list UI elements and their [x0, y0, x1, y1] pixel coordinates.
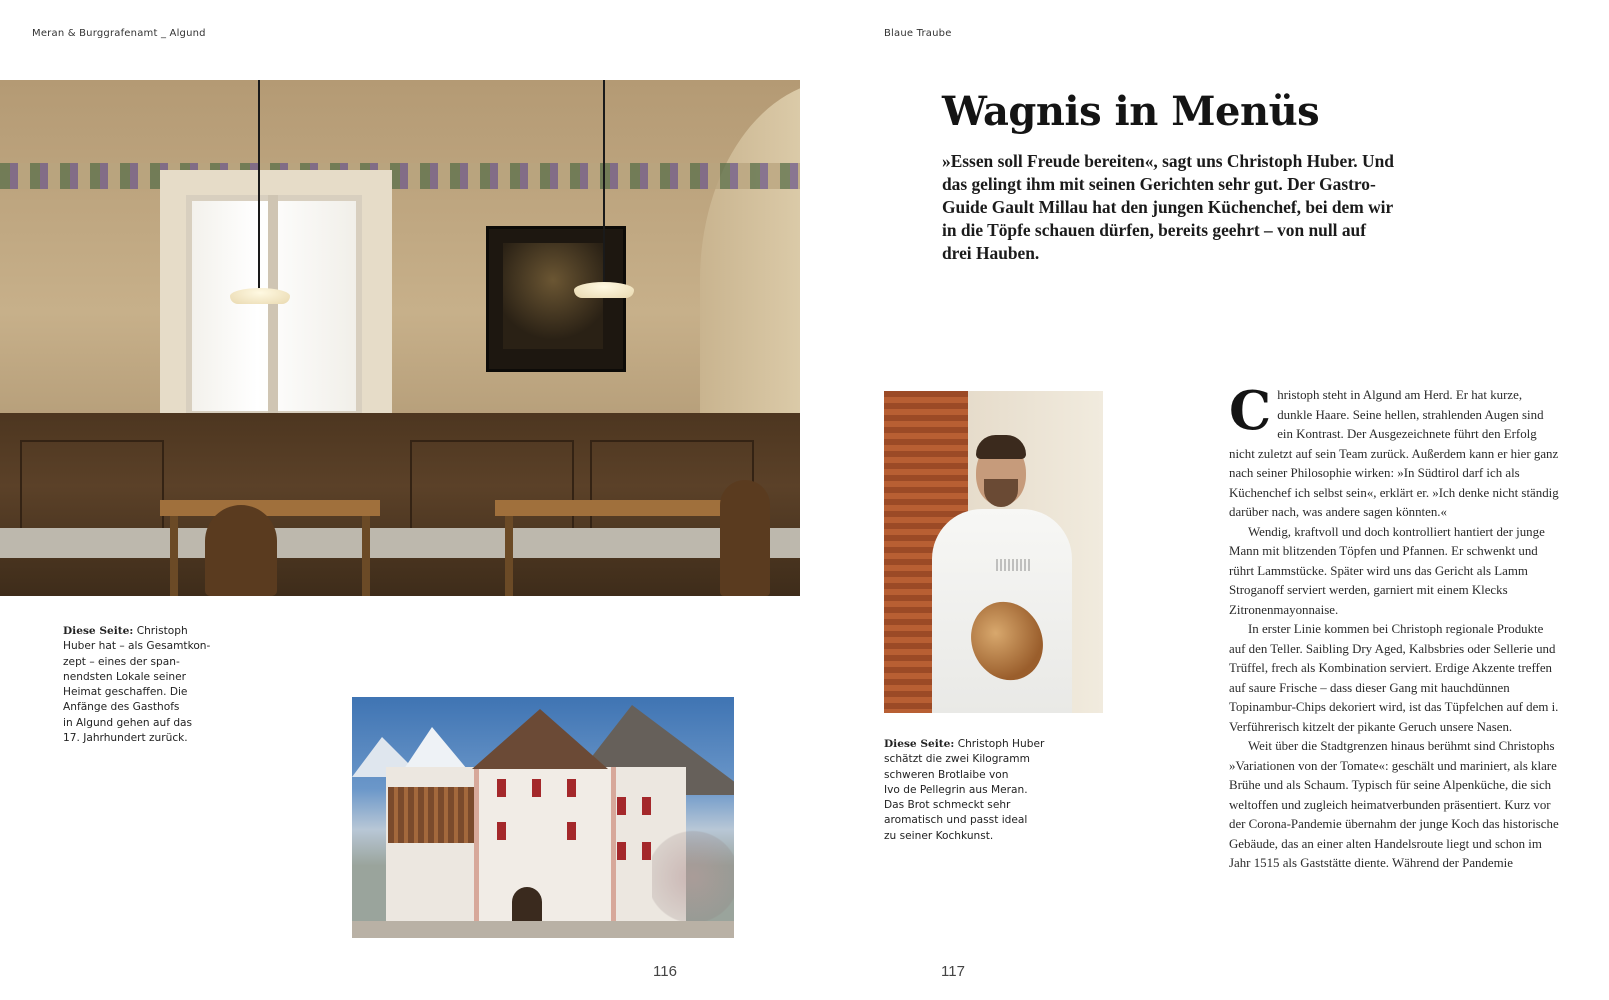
pendant-lamp-right [574, 282, 634, 298]
body-paragraph: In erster Linie kommen bei Christoph regionale Produkte auf den Teller. Saibling Dry Aged, Kalbsbries oder Sellerie und Trüffel, frech als Kombination serviert. Erdige Akzente treffen auf saure Frische – dass dieser Gang mit hauchdünnen Topinambur-Chips dekoriert wird, ist das Tüpfelchen auf dem i. Verführerisch kitzelt der pikante Geruch unsere Nasen. [1229, 622, 1559, 734]
page-number-left: 116 [653, 963, 677, 980]
caption-line: 17. Jahrhundert zurück. [63, 732, 188, 745]
page-number-right: 117 [941, 963, 965, 980]
caption-line: Das Brot schmeckt sehr [884, 799, 1011, 812]
paragraph-text: hristoph steht in Algund am Herd. Er hat kurze, dunkle Haare. Seine hellen, strahlenden Augen sind ein Kontrast. Der Ausgezeichnete führt den Erfolg nicht zuletzt auf sein Team zurück. Außerdem kann er hier ganz nach seiner Philosophie wirken: »In Südtirol darf ich als Küchenchef ich selbst sein«, erklärt er. »Ich denke nicht ständig darüber nach, was andere sagen könnten.« [1229, 388, 1559, 519]
painted-frieze [0, 163, 809, 189]
red-shutter [617, 797, 626, 815]
running-head-right: Blaue Traube [884, 28, 952, 39]
article-headline: Wagnis in Menüs [942, 88, 1320, 135]
gasthof-exterior-photo [352, 697, 734, 938]
table-leg [362, 516, 370, 596]
left-caption [63, 624, 223, 746]
caption-line: in Algund gehen auf das [63, 716, 193, 729]
body-paragraph: Weit über die Stadtgrenzen hinaus berühmt sind Christophs »Variationen von der Tomate«: geschält und mariniert, als klare Brühe und als Schaum. Typisch für seine Alpenküche, die sich weltoffen und zugleich heimatverbunden präsentiert. Kurz vor der Corona-Pandemie übernahm der junge Koch das historische Gebäude, das an einer alten Handelsroute liegt und schon im Jahr 1515 als Gaststätte diente. Während der Pandemie [1229, 739, 1559, 870]
bare-tree [652, 827, 734, 927]
table-right [495, 500, 745, 516]
article-lead: »Essen soll Freude bereiten«, sagt uns Christoph Huber. Und das gelingt ihm mit seinen Gerichten sehr gut. Der Gastro-Guide Gault Millau hat den jungen Küchenchef, bei dem wir in die Töpfe schauen dürfen, bereits geehrt – von null auf drei Hauben. [942, 151, 1394, 263]
caption-label: Diese Seite: [884, 738, 955, 750]
article-body [1229, 380, 1559, 874]
red-shutter [642, 842, 651, 860]
apron-print [996, 559, 1032, 571]
tower-roof [472, 709, 608, 769]
chef-portrait-photo [884, 391, 1103, 713]
caption-line: aromatisch und passt ideal [884, 814, 1028, 827]
restaurant-interior-photo [0, 80, 809, 596]
table-leg [505, 516, 513, 596]
red-shutter [497, 822, 506, 840]
carved-chair [205, 505, 277, 596]
caption-line: Huber hat – als Gesamtkon- [63, 640, 211, 653]
red-shutter [567, 779, 576, 797]
caption-line: zept – eines der span- [63, 655, 180, 668]
caption-line: schätzt die zwei Kilogramm [884, 753, 1030, 766]
lamp-cord-right [603, 80, 605, 285]
caption-line: Anfänge des Gasthofs [63, 701, 180, 714]
wooden-balcony [388, 787, 474, 843]
body-paragraph [1229, 380, 1559, 523]
red-shutter [642, 797, 651, 815]
table-leg [170, 516, 178, 596]
red-shutter [497, 779, 506, 797]
pendant-lamp-left [230, 288, 290, 304]
window-mullion [268, 195, 278, 417]
caption-label: Diese Seite: [63, 625, 134, 637]
carved-chair-right [720, 480, 770, 596]
red-shutter [567, 822, 576, 840]
drop-cap: C [1229, 380, 1272, 442]
table-left [160, 500, 380, 516]
caption-line: Christoph [136, 625, 188, 637]
red-shutter [617, 842, 626, 860]
caption-line: zu seiner Kochkunst. [884, 829, 994, 842]
gasthof-tower [474, 767, 616, 938]
caption-line: Christoph Huber [957, 738, 1045, 750]
left-page [0, 0, 800, 1000]
lamp-cord-left [258, 80, 260, 290]
body-paragraph: Wendig, kraftvoll und doch kontrolliert hantiert der junge Mann mit blitzenden Töpfen und Pfannen. Er schwenkt und rührt Lammstücke. Später wird uns das Gericht als Lamm Stroganoff serviert werden, garniert mit einem Klecks Zitronenmayonnaise. [1229, 524, 1545, 617]
bench-cushion [0, 528, 809, 558]
right-caption [884, 737, 1059, 844]
caption-line: schweren Brotlaibe von [884, 768, 1009, 781]
caption-line: Heimat geschaffen. Die [63, 686, 188, 699]
red-shutter [532, 779, 541, 797]
caption-line: Ivo de Pellegrin aus Meran. [884, 783, 1028, 796]
framed-painting [486, 226, 626, 372]
running-head-left: Meran & Burggrafenamt _ Algund [32, 28, 206, 39]
chef-hair [976, 435, 1026, 459]
caption-line: nendsten Lokale seiner [63, 670, 186, 683]
street [352, 921, 734, 938]
